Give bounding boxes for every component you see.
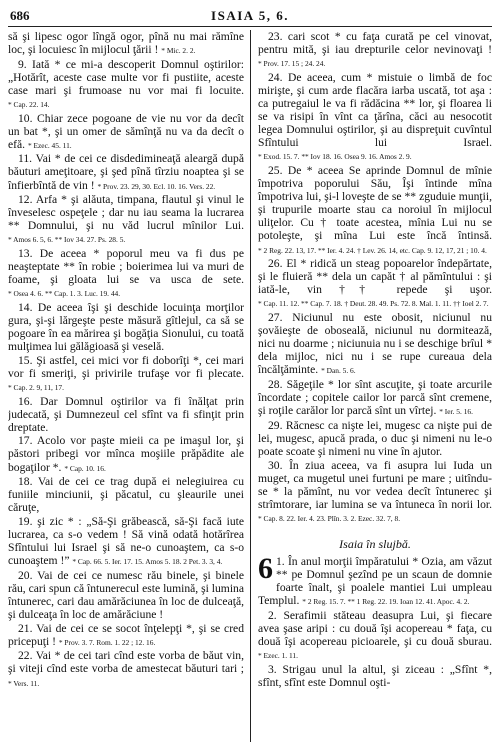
- chapter-number: 6: [258, 551, 273, 585]
- cross-reference: * Ezec. 1. 11.: [258, 651, 298, 661]
- verse: [258, 419, 492, 458]
- verse-text: 26. El * ridică un steag popoarelor îndepărtate, şi le fluieră ** dela un capăt † al pămîntului : şi iată-le, vin †† repede şi uşor.: [258, 257, 492, 297]
- cross-reference: * Exod. 15. 7. ** Iov 18. 16. Osea 9. 16. Amos 2. 9.: [258, 152, 412, 162]
- cross-reference: * Cap. 11. 12. ** Cap. 7. 18. † Deut. 28. 49. Ps. 72. 8. Mal. 1. 11. †† Ioel 2. 7.: [258, 299, 489, 309]
- running-title: ISAIA 5, 6.: [211, 8, 289, 23]
- verse-text: 14. De aceea îşi şi deschide locuinţa morţilor gura, şi-şi lărgeşte peste măsură gîtlejul, ca să se pogoare în ea mărirea şi bogăţia Sionului, cu toată mulţimea lui gălăgioasă şi veselă.: [8, 300, 244, 354]
- verse-text: 15. Şi astfel, cei mici vor fi doborîţi *, cei mari vor fi smeriţi, şi privirile trufaşe vor fi plecate.: [8, 353, 244, 380]
- right-column: [250, 30, 492, 742]
- verse-text: să şi lipesc ogor lîngă ogor, pînă nu mai rămîne loc, şi locuiesc în mijlocul ţării !: [8, 30, 244, 57]
- verse-text: 28. Săgeţile * lor sînt ascuţite, şi toate arcurile încordate ; copitele cailor lor parcă sînt cremene, şi roţile carălor lor parcă sînt un vîrtej.: [258, 377, 492, 418]
- verse-text: 10. Chiar zece pogoane de vie nu vor da decît un bat *, şi un omer de sămînţă nu va da decît o efă.: [8, 111, 244, 151]
- verse-text: 29. Răcnesc ca nişte lei, mugesc ca nişte pui de lei, mugesc, apucă prada, o duc şi nimeni nu le-o poate scoate şi nimeni nu vine în ajutor.: [258, 418, 492, 458]
- verse: [8, 434, 244, 474]
- verse: [8, 354, 244, 394]
- verse: [258, 71, 492, 164]
- right-column-verses: [258, 30, 492, 525]
- cross-reference: * Cap. 8. 22. Ier. 4. 23. Plîn. 3. 2. Ezec. 32. 7, 8.: [258, 513, 401, 523]
- verse: [8, 247, 244, 300]
- cross-reference: * 2 Reg. 15. 7. ** 1 Reg. 22. 19. Ioan 12. 41. Apoc. 4. 2.: [302, 597, 470, 607]
- verse-text: 23. cari scot * cu faţa curată pe cel vinovat, pentru mită, şi iau drepturile celor nevinovaţi !: [258, 30, 492, 57]
- cross-reference: * Osea 4. 6. ** Cap. 1. 3. Luc. 19. 44.: [8, 289, 121, 299]
- verse: [8, 622, 244, 649]
- cross-reference: * Ezec. 45. 11.: [27, 140, 72, 150]
- verse: [8, 30, 244, 57]
- cross-reference: * Prov. 23. 29, 30. Ecl. 10. 16. Vers. 22.: [97, 181, 216, 191]
- cross-reference: * Cap. 10. 16.: [64, 463, 106, 473]
- cross-reference: * Prov. 17. 15 ; 24. 24.: [258, 59, 326, 69]
- verse-text: 22. Vai * de cei tari cînd este vorba de băut vin, şi viteji cînd este vorba de amestecat băuturi tari ;: [8, 649, 244, 676]
- cross-reference: * Dan. 5. 6.: [321, 366, 356, 376]
- verse: [8, 112, 244, 152]
- verse: [8, 515, 244, 568]
- left-column: [8, 30, 250, 742]
- cross-reference: * Ier. 5. 16.: [439, 407, 473, 417]
- verse-text: 18. Vai de cei ce trag după ei nelegiuirea cu funiile minciunii, şi păcatul, cu şleaurile unei căruţe,: [8, 475, 244, 515]
- cross-reference: * Cap. 22. 14.: [8, 99, 50, 109]
- section-heading: Isaia în slujbă.: [339, 536, 411, 551]
- verse-text: 12. Arfa * şi alăuta, timpana, flautul şi vinul le înveselesc ospeţele ; dar nu iau seama la lucrarea ** Domnului, şi nu văd lucrul mînilor Lui.: [8, 193, 244, 233]
- verse: [8, 569, 244, 621]
- verse: [258, 459, 492, 525]
- page-number: 686: [10, 8, 30, 23]
- verse: [8, 395, 244, 434]
- verse: [258, 257, 492, 310]
- text-columns: [8, 30, 492, 742]
- chapter-six: [258, 551, 492, 689]
- verse-text: 21. Vai de cei ce se socot înţelepţi *, şi se cred pricepuţi !: [8, 621, 244, 648]
- verse-text: 27. Niciunul nu este obosit, niciunul nu şovăieşte de oboseală, niciunul nu dormitează, nici nu doarme ; niciunuia nu i se deschige brîul * dela mijloc, nici nu i se rupe cureaua dela încălţăminte.: [258, 310, 492, 377]
- verse-text: 13. De aceea * poporul meu va fi dus pe neaşteptate ** în robie ; boierimea lui va muri de foame, şi gloata lui se va usca de sete.: [8, 247, 244, 287]
- verse-text: 24. De aceea, cum * mistuie o limbă de foc mirişte, şi cum arde flacăra iarba uscată, tot aşa : ca putregaiul le va fi rădăcina ** lor, şi floarea li se va risipi în vînt ca ţărîna, căci au nesocotit legea Domnului oştirilor, şi au dispreţuit cuvîntul Sfîntului lui Israel.: [258, 70, 492, 150]
- verse: [258, 30, 492, 70]
- verse-text: 9. Iată * ce mi-a descoperit Domnul oştirilor: „Hotărît, aceste case multe vor fi pustiite, aceste case mari şi frumoase nu vor mai fi locuite.: [8, 57, 244, 97]
- verse: [258, 609, 492, 662]
- verse: [8, 58, 244, 111]
- cross-reference: * 2 Reg. 22. 13, 17. ** Ier. 4. 24. † Lev. 26. 14, etc. Cap. 9. 12, 17, 21 ; 10. 4.: [258, 245, 487, 255]
- verse-text: 11. Vai * de cei ce disdedimineaţă aleargă după băuturi ameţitoare, şi şed pînă tîrziu noaptea şi se înfierbîntă de vin !: [8, 152, 244, 192]
- cross-reference: * Cap. 2. 9, 11, 17.: [8, 382, 64, 392]
- verse: [258, 311, 492, 377]
- verse: [8, 301, 244, 353]
- cross-reference: * Prov. 3. 7. Rom. 1. 22 ; 12. 16.: [58, 637, 156, 647]
- cross-reference: * Cap. 66. 5. Ier. 17. 15. Amos 5. 18. 2 Pet. 3. 3, 4.: [72, 557, 223, 567]
- verse-text: 25. De * aceea Se aprinde Domnul de mînie împotriva poporului Său, Îşi întinde mîna împotriva lui, şi-l loveşte de se ** zguduie munţii, şi trupurile moarte stau ca noroiul în mijlocul uliţelor. Cu † toate acestea, mînia Lui nu se potoleşte, şi mîna Lui este încă întinsă.: [258, 163, 492, 243]
- cross-reference: * Mic. 2. 2.: [161, 46, 196, 56]
- verse: [258, 551, 492, 608]
- verse-text: 19. şi zic * : „Să-Şi grăbească, să-Şi facă iute lucrarea, ca s-o vedem ! Să vină odată hotărîrea Sfîntului lui Israel şi să ne-o cunoaştem, ca s-o cunoaştem !”: [8, 514, 244, 568]
- verse: [8, 475, 244, 514]
- verse-text: 30. În ziua aceea, va fi asupra lui Iuda un muget, ca mugetul unei furtuni pe mare ; uitîndu-se * la pămînt, nu vor vedea decît întunerec şi strîmtorare, iar lumina se va întuneca în norii lor.: [258, 458, 492, 511]
- verse-text: 3. Strigau unul la altul, şi ziceau : „Sfînt *, sfînt, sfînt este Domnul oşti-: [258, 662, 492, 689]
- verse: [8, 152, 244, 192]
- verse-text: 1. În anul morţii împăratului * Ozia, am văzut ** pe Domnul şezînd pe un scaun de domnie foarte înalt, şi poalele mantiei Lui umpleau Templul.: [258, 554, 492, 608]
- verse-text: 17. Acolo vor paşte mieii ca pe imaşul lor, şi păstori pribegi vor mînca moşiile prăpădite ale bogaţilor *.: [8, 434, 244, 474]
- cross-reference: * Vers. 11.: [8, 678, 40, 688]
- verse: [8, 649, 244, 689]
- verse: [258, 663, 492, 689]
- page-header: [8, 6, 492, 27]
- verse-text: 2. Serafimii stăteau deasupra Lui, şi fiecare avea şase aripi : cu două îşi acopereau * faţa, cu două îşi acopereau picioarele, şi cu două sburau.: [258, 608, 492, 649]
- cross-reference: * Amos 6. 5, 6. ** Iov 34. 27. Ps. 28. 5.: [8, 235, 126, 245]
- verse-text: 16. Dar Domnul oştirilor va fi înălţat prin judecată, şi Dumnezeul cel sfînt va fi sfinţit prin dreptate.: [8, 394, 244, 434]
- verse: [258, 378, 492, 418]
- verse-text: 20. Vai de cei ce numesc rău binele, şi binele rău, cari spun că întunerecul este lumină, şi lumina întunerec, cari dau amărăciunea în loc de dulceaţă, şi dulceaţa în loc de amărăciune !: [8, 568, 244, 622]
- verse: [8, 193, 244, 246]
- verse: [258, 164, 492, 257]
